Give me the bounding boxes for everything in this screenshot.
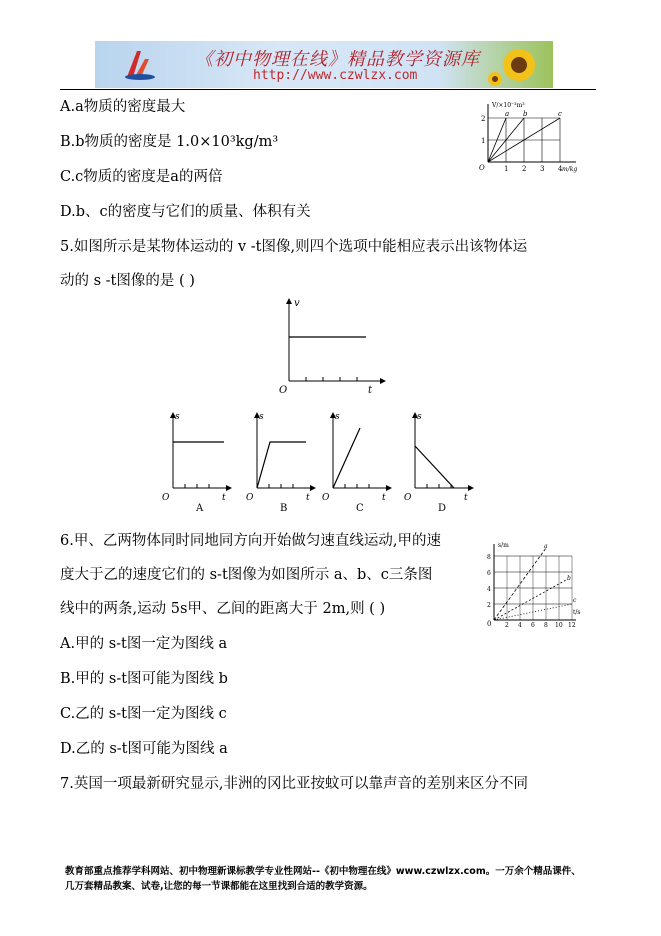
q6-st-graph — [484, 540, 584, 628]
svg-text:O: O — [162, 493, 170, 503]
banner-url[interactable]: http://www.czwlzx.com — [253, 68, 418, 83]
q4-density-graph — [476, 98, 586, 174]
footer-line2: 几万套精品教案、试卷,让您的每一节课都能在这里找到合适的教学资源。 — [65, 881, 373, 892]
q4-xlabel: m/kg — [562, 166, 578, 173]
q5-text-line2: 动的 s -t图像的是 ( ) — [60, 273, 195, 289]
svg-text:b: b — [567, 575, 571, 582]
svg-text:6: 6 — [531, 622, 535, 628]
q4-line-label: a — [505, 110, 510, 118]
header-divider — [60, 89, 596, 90]
q4-ytick: 1 — [481, 137, 486, 145]
q4-origin: O — [479, 164, 485, 172]
q4-xtick: 4 — [558, 165, 563, 173]
q5-text-line1: 5.如图所示是某物体运动的 v -t图像,则四个选项中能相应表示出该物体运 — [60, 239, 528, 255]
q5-option-d-label: D — [438, 503, 447, 514]
site-logo-icon — [123, 47, 157, 81]
svg-text:t: t — [306, 493, 310, 503]
q4-option-d: D.b、c的密度与它们的质量、体积有关 — [60, 204, 311, 220]
header-banner — [95, 41, 553, 88]
svg-text:O: O — [246, 493, 254, 503]
q4-xtick: 2 — [522, 165, 527, 173]
svg-text:t: t — [382, 493, 386, 503]
q5-vt-xlabel: t — [368, 385, 373, 396]
q4-option-c: C.c物质的密度是a的两倍 — [60, 169, 223, 185]
svg-text:a: a — [544, 543, 548, 550]
q5-option-c-graph — [320, 410, 392, 514]
svg-text:t: t — [222, 493, 226, 503]
svg-text:s: s — [417, 412, 422, 422]
q6-option-d: D.乙的 s-t图可能为图线 a — [60, 741, 228, 757]
q6-text-line1: 6.甲、乙两物体同时同地同方向开始做匀速直线运动,甲的速 — [60, 533, 441, 549]
footer-line1: 教育部重点推荐学科网站、初中物理新课标教学专业性网站--《初中物理在线》www.czwlzx.com。一万余个精品课件、 — [65, 866, 581, 877]
q6-option-b: B.甲的 s-t图可能为图线 b — [60, 671, 228, 687]
q5-option-a-graph — [160, 410, 232, 514]
q5-option-b-graph — [244, 410, 316, 514]
sunflower-icon — [487, 45, 547, 87]
q5-option-a-label: A — [196, 503, 204, 514]
svg-text:2: 2 — [487, 602, 491, 609]
svg-text:8: 8 — [544, 622, 548, 628]
q5-vt-origin: O — [279, 385, 288, 396]
q4-ylabel: V/×10⁻³m³ — [492, 102, 525, 109]
svg-text:6: 6 — [487, 570, 491, 577]
q4-option-b: B.b物质的密度是 1.0×10³kg/m³ — [60, 134, 279, 150]
q6-ylabel: s/m — [498, 542, 509, 549]
svg-text:8: 8 — [487, 554, 491, 561]
q6-text-line2: 度大于乙的速度它们的 s-t图像为如图所示 a、b、c三条图 — [60, 567, 433, 583]
q5-option-b-label: B — [280, 503, 288, 514]
svg-text:4: 4 — [487, 586, 491, 593]
q6-line-b — [494, 580, 566, 620]
q5-option-d-graph — [402, 410, 474, 514]
q7-text-line1: 7.英国一项最新研究显示,非洲的冈比亚按蚊可以靠声音的差别来区分不同 — [60, 776, 528, 792]
svg-text:O: O — [322, 493, 330, 503]
svg-text:s: s — [335, 412, 340, 422]
banner-title: 《初中物理在线》精品教学资源库 — [195, 49, 480, 70]
svg-text:10: 10 — [555, 622, 563, 628]
q4-ytick: 2 — [481, 115, 486, 123]
q6-text-line3: 线中的两条,运动 5s甲、乙间的距离大于 2m,则 ( ) — [60, 601, 386, 617]
q4-xtick: 3 — [540, 165, 545, 173]
q5-vt-ylabel: v — [294, 298, 300, 309]
svg-text:s: s — [259, 412, 264, 422]
svg-text:2: 2 — [505, 622, 509, 628]
q4-line-label: b — [523, 110, 528, 118]
q5-vt-graph — [276, 296, 386, 396]
q6-xlabel: t/s — [573, 609, 581, 616]
svg-text:c: c — [573, 597, 577, 604]
svg-text:4: 4 — [518, 622, 522, 628]
q4-line-label: c — [558, 110, 562, 118]
svg-text:t: t — [464, 493, 468, 503]
q6-option-c: C.乙的 s-t图一定为图线 c — [60, 706, 227, 722]
q4-option-a: A.a物质的密度最大 — [60, 99, 186, 115]
q6-origin: 0 — [487, 620, 492, 628]
q5-option-c-label: C — [356, 503, 364, 514]
svg-text:12: 12 — [568, 622, 576, 628]
q6-option-a: A.甲的 s-t图一定为图线 a — [60, 636, 228, 652]
svg-text:s: s — [175, 412, 180, 422]
q4-xtick: 1 — [504, 165, 509, 173]
svg-text:O: O — [404, 493, 412, 503]
